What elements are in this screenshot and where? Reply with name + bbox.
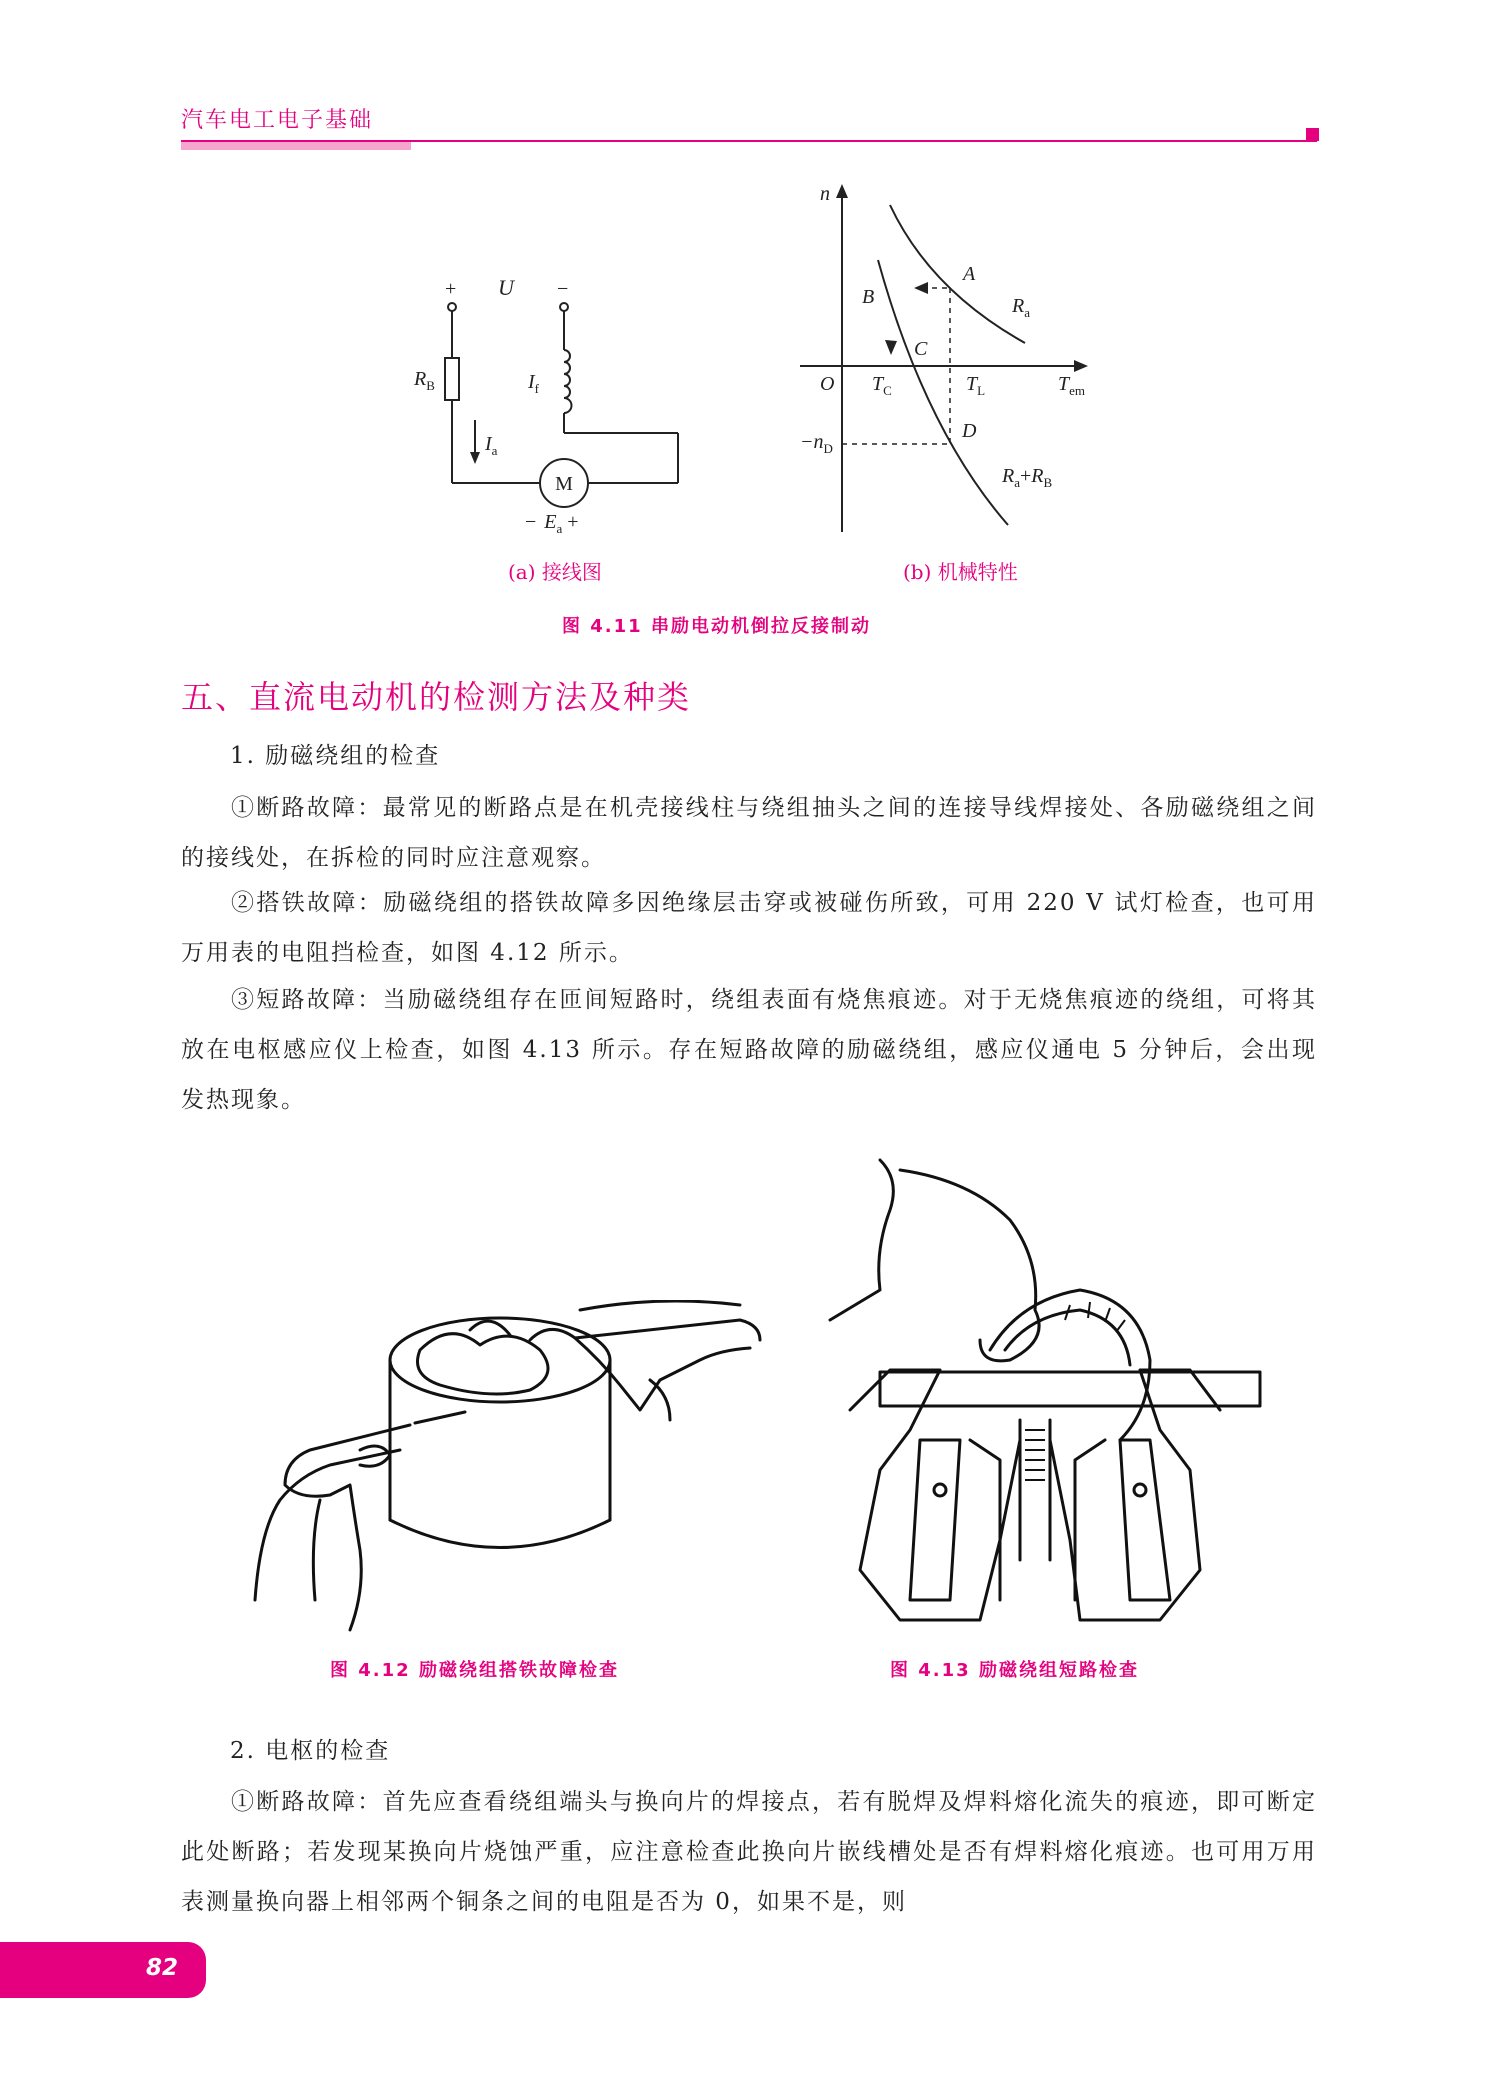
origin-label: O [820,373,835,395]
n-axis-label: n [820,183,830,205]
figure-4-13-short-circuit-illustration [820,1140,1270,1640]
page-number: 82 [145,1955,178,1981]
resistor-label: $R_B$ [414,368,435,393]
point-b-label: B [862,286,875,308]
paragraph-ground-fault: ②搭铁故障：励磁绕组的搭铁故障多因绝缘层击穿或被碰伤所致，可用 220 V 试灯检查，也可用万用表的电阻挡检查，如图 4.12 所示。 [181,890,1317,966]
neg-nd-label: $-n_D$ [800,431,833,456]
figure-4-11b-mechanical-characteristic [790,180,1100,550]
field-housing-top [390,1318,610,1402]
figure-4-11a-wiring-diagram [390,270,720,550]
figure-4-11a-caption: (a) 接线图 [508,560,602,584]
minus-terminal [560,303,568,311]
figure-4-12-ground-fault-illustration [240,1300,780,1640]
deceleration-arrow [885,340,897,355]
page-number-tab [0,1942,206,1998]
left-hand-probe-cable [255,1450,400,1600]
voltage-label: U [498,275,514,300]
point-d-label: D [962,420,977,442]
paragraph-open-circuit: ①断路故障：最常见的断路点是在机壳接线柱与绕组抽头之间的连接导线焊接处、各励磁绕组之间的接线处，在拆检的同时应注意观察。 [181,795,1317,871]
emf-label: − $E_a$ + [525,511,579,536]
figure-4-13-caption: 图 4.13 励磁绕组短路检查 [890,1660,1139,1681]
curve-ra-rb [878,260,1008,525]
figure-4-11-caption: 图 4.11 串励电动机倒拉反接制动 [562,616,871,637]
hand-fingers [900,1170,1039,1361]
tem-label: $T_{em}$ [1058,373,1086,398]
hand-wrist [830,1160,893,1320]
test-probe-tip [415,1412,465,1423]
field-housing-bottom [390,1520,610,1548]
header-square-marker [1306,128,1319,141]
field-current-label: $I_f$ [528,371,540,396]
figure-4-12-caption: 图 4.12 励磁绕组搭铁故障检查 [330,1660,619,1681]
paragraph-short-circuit: ③短路故障：当励磁绕组存在匝间短路时，绕组表面有烧焦痕迹。对于无烧焦痕迹的绕组，可将其放在电枢感应仪上检查，如图 4.13 所示。存在短路故障的励磁绕组，感应仪通电 5 分钟后，会出现发热现象。 [181,987,1317,1113]
minus-label: − [557,278,569,300]
tl-label: $T_L$ [966,373,986,398]
point-c-label: C [914,338,928,360]
paragraph-armature-open-circuit: ①断路故障：首先应查看绕组端头与换向片的焊接点，若有脱焊及焊料熔化流失的痕迹，即可断定此处断路；若发现某换向片烧蚀严重，应注意检查此换向片嵌线槽处是否有焊料熔化痕迹。也可用万用表测量换向器上相邻两个铜条之间的电阻是否为 0，如果不是，则 [181,1789,1317,1915]
plus-label: + [445,278,457,300]
resistor-rb [445,358,459,400]
figure-4-11b-caption: (b) 机械特性 [903,560,1018,584]
point-a-label: A [963,263,976,285]
motor-label: M [555,473,573,495]
section-heading: 五、直流电动机的检测方法及种类 [181,678,692,716]
curve-ra [890,205,1025,343]
field-coil [564,350,572,413]
plus-terminal [448,303,456,311]
book-title: 汽车电工电子基础 [181,108,374,133]
armature-current-label: $I_a$ [485,433,498,458]
subheading-armature: 2. 电枢的检查 [230,1738,391,1764]
subheading-field-winding: 1. 励磁绕组的检查 [230,743,441,769]
tc-label: $T_C$ [872,373,892,398]
right-hand-probe [575,1338,750,1410]
field-winding-coils [418,1334,549,1394]
transition-arrow [914,282,928,294]
ra-rb-curve-label: $R_a+R_B$ [1002,465,1053,490]
ra-curve-label: $R_a$ [1012,295,1030,320]
header-accent-bar [181,142,411,150]
